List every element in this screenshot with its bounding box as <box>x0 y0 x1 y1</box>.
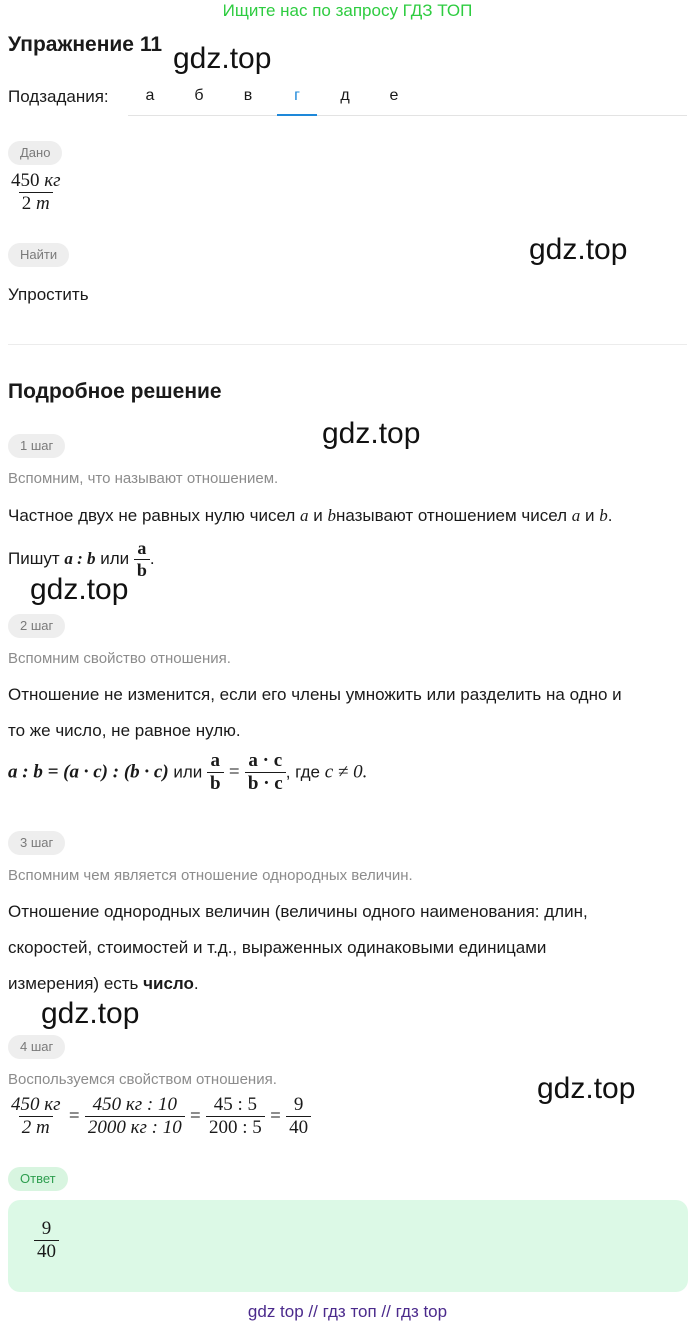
step-3-text-2: скоростей, стоимостей и т.д., выраженных одинаковыми единицами <box>8 938 547 957</box>
watermark: gdz.top <box>41 997 140 1030</box>
var-b: b <box>327 506 336 525</box>
frac-den: b <box>207 772 224 795</box>
top-banner-link[interactable]: Ищите нас по запросу ГДЗ ТОП <box>222 1 473 20</box>
text: Пишут <box>8 548 65 568</box>
step-4-hint: Воспользуемся свойством отношения. <box>8 1071 277 1088</box>
watermark: gdz.top <box>322 417 421 450</box>
text: или <box>95 548 134 568</box>
text: , где <box>285 762 325 782</box>
frac-num: a <box>210 750 221 771</box>
frac-num: a · c <box>248 750 283 771</box>
frac-den: b · c <box>245 772 286 795</box>
given-den-unit: т <box>36 193 50 214</box>
frac-num: a <box>137 538 147 558</box>
condition: c ≠ 0. <box>324 761 368 783</box>
step-2-badge: 2 шаг <box>8 614 65 638</box>
frac-num: 45 : 5 <box>213 1094 258 1115</box>
find-text: Упростить <box>8 285 89 304</box>
step-2-text-1: Отношение не изменится, если его члены умножить или разделить на одно и <box>8 685 622 704</box>
text: . <box>607 506 613 525</box>
var-a: a <box>300 506 309 525</box>
ratio-expr: a : b <box>64 548 96 568</box>
tab-v[interactable]: в <box>243 87 253 104</box>
step-4-calculation <box>8 1094 311 1139</box>
equals-sign: = <box>190 1105 201 1127</box>
var-a: a <box>571 506 581 525</box>
frac-num: 9 <box>293 1094 304 1115</box>
tab-d[interactable]: д <box>340 87 350 104</box>
step-4-badge: 4 шаг <box>8 1035 65 1059</box>
text: . <box>149 548 155 568</box>
subtasks-label: Подзадания: <box>8 87 109 106</box>
answer-box <box>8 1200 688 1292</box>
bold-word: число <box>143 974 194 993</box>
equals-sign: = <box>270 1105 281 1127</box>
step-2-text-2: то же число, не равное нулю. <box>8 721 241 740</box>
step-1-badge: 1 шаг <box>8 434 65 458</box>
tab-a[interactable]: а <box>145 87 155 104</box>
frac-den: b <box>134 559 150 581</box>
step-3-text-1: Отношение однородных величин (величины одного наименования: длин, <box>8 902 588 921</box>
text: Частное двух не равных нулю чисел <box>8 506 301 525</box>
frac-den: 2000 кг : 10 <box>85 1116 185 1139</box>
step-3-text-3 <box>8 966 199 1002</box>
frac-num: 9 <box>41 1218 52 1239</box>
text: и <box>308 506 328 525</box>
formula-lhs: a : b = (a · c) : (b · c) <box>8 761 169 783</box>
var-b: b <box>599 506 608 525</box>
frac-den: 2 т <box>19 1116 53 1139</box>
watermark: gdz.top <box>529 233 628 266</box>
text: . <box>193 974 199 993</box>
solution-heading: Подробное решение <box>8 380 222 403</box>
frac-num: 450 кг : 10 <box>92 1094 177 1115</box>
text: называют отношением чисел <box>335 506 572 525</box>
text: измерения) есть <box>8 974 144 993</box>
equals-sign: = <box>68 1105 80 1127</box>
given-num-unit: кг <box>44 170 61 191</box>
given-den: 2 <box>21 193 32 214</box>
answer-fraction <box>34 1218 59 1263</box>
text: или <box>168 762 208 782</box>
tab-e[interactable]: е <box>389 87 399 104</box>
step-3-hint: Вспомним чем является отношение однородных величин. <box>8 867 413 884</box>
step-1-notation <box>8 538 155 581</box>
given-num: 450 <box>11 170 40 191</box>
step-2-formula <box>8 750 367 795</box>
watermark: gdz.top <box>30 573 129 606</box>
answer-badge: Ответ <box>8 1167 68 1191</box>
frac-den: 40 <box>286 1116 311 1139</box>
step-3-badge: 3 шаг <box>8 831 65 855</box>
given-badge: Дано <box>8 141 62 165</box>
footer-links[interactable]: gdz top // гдз топ // гдз top <box>247 1302 448 1321</box>
text: и <box>580 506 600 525</box>
frac-num: 450 кг <box>11 1094 61 1115</box>
step-1-hint: Вспомним, что называют отношением. <box>8 470 279 487</box>
frac-den: 40 <box>34 1240 59 1263</box>
frac-den: 200 : 5 <box>206 1116 265 1139</box>
equals-sign: = <box>228 761 240 783</box>
find-badge: Найти <box>8 243 69 267</box>
step-2-hint: Вспомним свойство отношения. <box>8 650 231 667</box>
given-fraction <box>8 170 64 215</box>
tab-b[interactable]: б <box>194 87 204 104</box>
watermark: gdz.top <box>537 1072 636 1105</box>
watermark: gdz.top <box>173 42 272 75</box>
section-divider <box>8 344 687 345</box>
step-1-definition <box>8 498 612 534</box>
tab-g-active[interactable]: г <box>277 87 317 116</box>
page-title: Упражнение 11 <box>8 33 163 56</box>
